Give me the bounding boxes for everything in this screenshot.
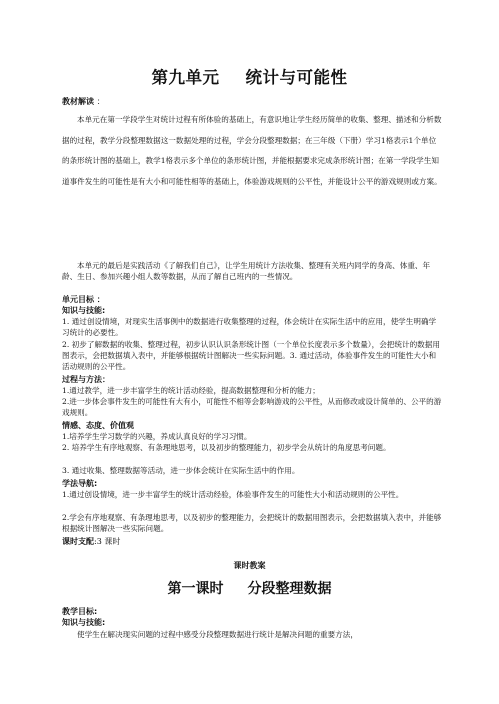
unit-name: 统计与可能性 (245, 68, 348, 87)
guocheng-item-1: 1.通过教学，进一步丰富学生的统计活动经验，提高数据整理和分析的能力； (62, 386, 320, 395)
lesson-number: 第一课时 (167, 581, 224, 597)
keshi-heading (62, 536, 120, 547)
qinggan-heading: 情感、态度、价值观 (62, 421, 134, 430)
jiaocai-heading (62, 96, 105, 107)
zhishi-heading: 知识与技能: (62, 306, 106, 315)
xuefa-label: 学法导航 (62, 479, 94, 488)
xuefa-item-1: 1.通过创设情境，进一步丰富学生的统计活动经验，体验事件发生的可能性大小和活动规则的公平性。 (62, 490, 404, 499)
lesson-title (0, 578, 499, 598)
jiaocai-colon: ： (96, 97, 105, 106)
qinggan-item-3: 3. 通过收集、整理数据等活动，进一步体会统计在实际生活中的作用。 (62, 466, 300, 475)
danyuan-heading (62, 294, 105, 305)
zhishi-item-1: 1. 通过创设情境，对现实生活事例中的数据进行收集整理的过程，体会统计在实际生活中的应用，使学生明确学习统计的必要性。 (62, 317, 437, 338)
xuefa-heading (62, 478, 97, 489)
zhishi2-heading: 知识与技能: (62, 618, 106, 627)
keshi-label: 课时支配 (62, 537, 94, 546)
danyuan-label: 单元目标 (62, 295, 94, 304)
danyuan-colon: ： (96, 295, 105, 304)
keshi-jiaoan-heading: 课时教案 (233, 560, 266, 570)
unit-number: 第九单元 (151, 68, 220, 87)
lesson-name: 分段整理数据 (247, 581, 332, 597)
jiaoxue-label: 教学目标 (62, 607, 94, 616)
qinggan-item-2: 2. 培养学生有序地观察、有条理地思考，以及初步的整理能力，初步学会从统计的角度思考问题。 (62, 443, 391, 452)
unit-title (0, 64, 499, 88)
xuefa-colon: : (94, 479, 98, 488)
guocheng-item-2: 2.进一步体会事件发生的可能性有大有小，可能性不相等会影响游戏的公平性，从而修改或设计简单的、公平的游戏规则。 (62, 397, 442, 418)
jiaocai-label: 教材解读 (62, 97, 94, 106)
qinggan-item-1: 1.培养学生学习数学的兴趣，养成认真良好的学习习惯。 (62, 432, 252, 441)
keshi-value: :3 课时 (94, 537, 121, 546)
intro-paragraph-2: 本单元的最后是实践活动《了解我们自己》，让学生用统计方法收集、整理有关班内同学的身高、体重、年龄、生日、参加兴趣小组人数等数据，从而了解自己班内的一些情况。 (62, 261, 431, 282)
jiaoxue-heading (62, 606, 97, 617)
zhishi-item-2: 2. 初步了解数据的收集、整理过程，初步认识认识条形统计图（一个单位长度表示多个数量），会把统计的数据用图表示，会把数据填入表中，并能够根据统计图解决一些实际问题。3. 通过活动，体验事件发生的可能性大小和活动规则的公平性。 (62, 340, 440, 372)
lesson-paragraph: 使学生在解决现实问题的过程中感受分段整理数据进行统计是解决问题的重要方法， (77, 630, 358, 639)
xuefa-item-2: 2.学会有序地观察、有条理地思考，以及初步的整理能力，会把统计的数据用图表示，会把数据填入表中，并能够根据统计图解决一些实际问题。 (62, 513, 442, 534)
jiaoxue-colon: : (94, 607, 98, 616)
guocheng-heading: 过程与方法： (62, 375, 110, 384)
intro-paragraph-1: 本单元在第一学段学生对统计过程有所体验的基础上，有意识地让学生经历简单的收集、整理、描述和分析数据的过程，教学分段整理数据这一数据处理的过程，学会分段整理数据；在三年级（下册）学习1格表示1个单位的条形统计图的基础上，教学1格表示多个单位的条形统计图，并能根据要求完成条形统计图；在第一学段学生知道事件发生的可能性是有大小和可能性相等的基础上，体验游戏规则的公平性，并能设计公平的游戏规则或方案。 (62, 115, 442, 186)
